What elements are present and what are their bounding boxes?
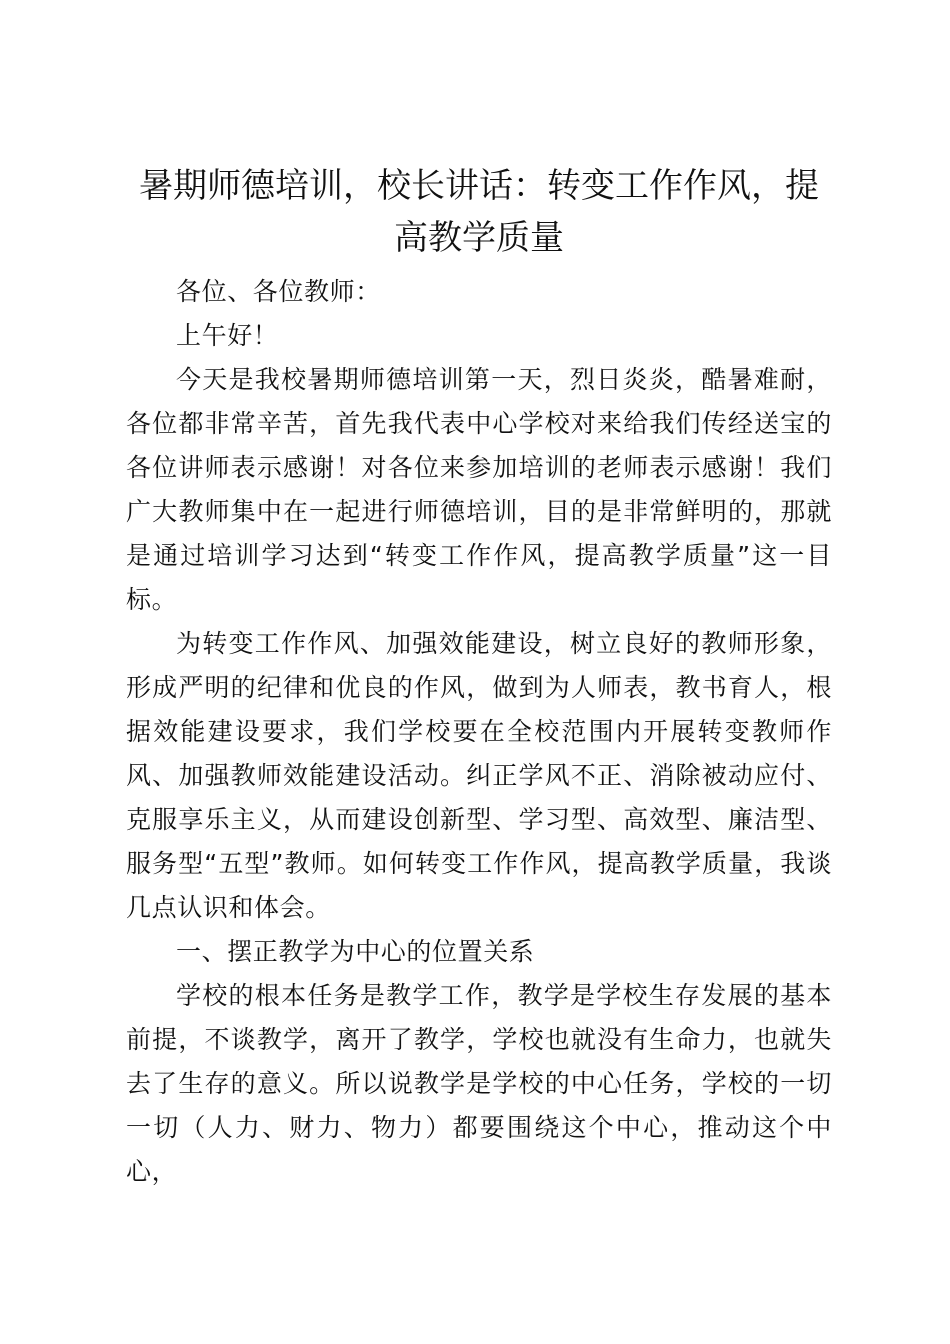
greeting: 上午好！ <box>176 321 279 350</box>
body-paragraph-section-1: 学校的根本任务是教学工作，教学是学校生存发展的基本前提，不谈教学，离开了教学，学校也就没有生命力，也就失去了生存的意义。所以说教学是学校的中心任务，学校的一切一切（人力、财力、物力）都要围绕这个中心，推动这个中心， <box>126 981 832 1186</box>
document-page <box>126 160 832 1194</box>
body-paragraph-purpose: 为转变工作作风、加强效能建设，树立良好的教师形象，形成严明的纪律和优良的作风，做到为人师表，教书育人，根据效能建设要求，我们学校要在全校范围内开展转变教师作风、加强教师效能建设活动。纠正学风不正、消除被动应付、克服享乐主义，从而建设创新型、学习型、高效型、廉洁型、服务型“五型”教师。如何转变工作作风，提高教学质量，我谈几点认识和体会。 <box>126 629 832 922</box>
section-heading-1: 一、摆正教学为中心的位置关系 <box>176 937 535 966</box>
document-title: 暑期师德培训，校长讲话：转变工作作风，提高教学质量 <box>139 166 819 258</box>
salutation: 各位、各位教师： <box>176 277 381 306</box>
body-paragraph-intro: 今天是我校暑期师德培训第一天，烈日炎炎，酷暑难耐，各位都非常辛苦，首先我代表中心学校对来给我们传经送宝的各位讲师表示感谢！对各位来参加培训的老师表示感谢！我们广大教师集中在一起进行师德培训，目的是非常鲜明的，那就是通过培训学习达到“转变工作作风，提高教学质量”这一目标。 <box>126 365 832 614</box>
